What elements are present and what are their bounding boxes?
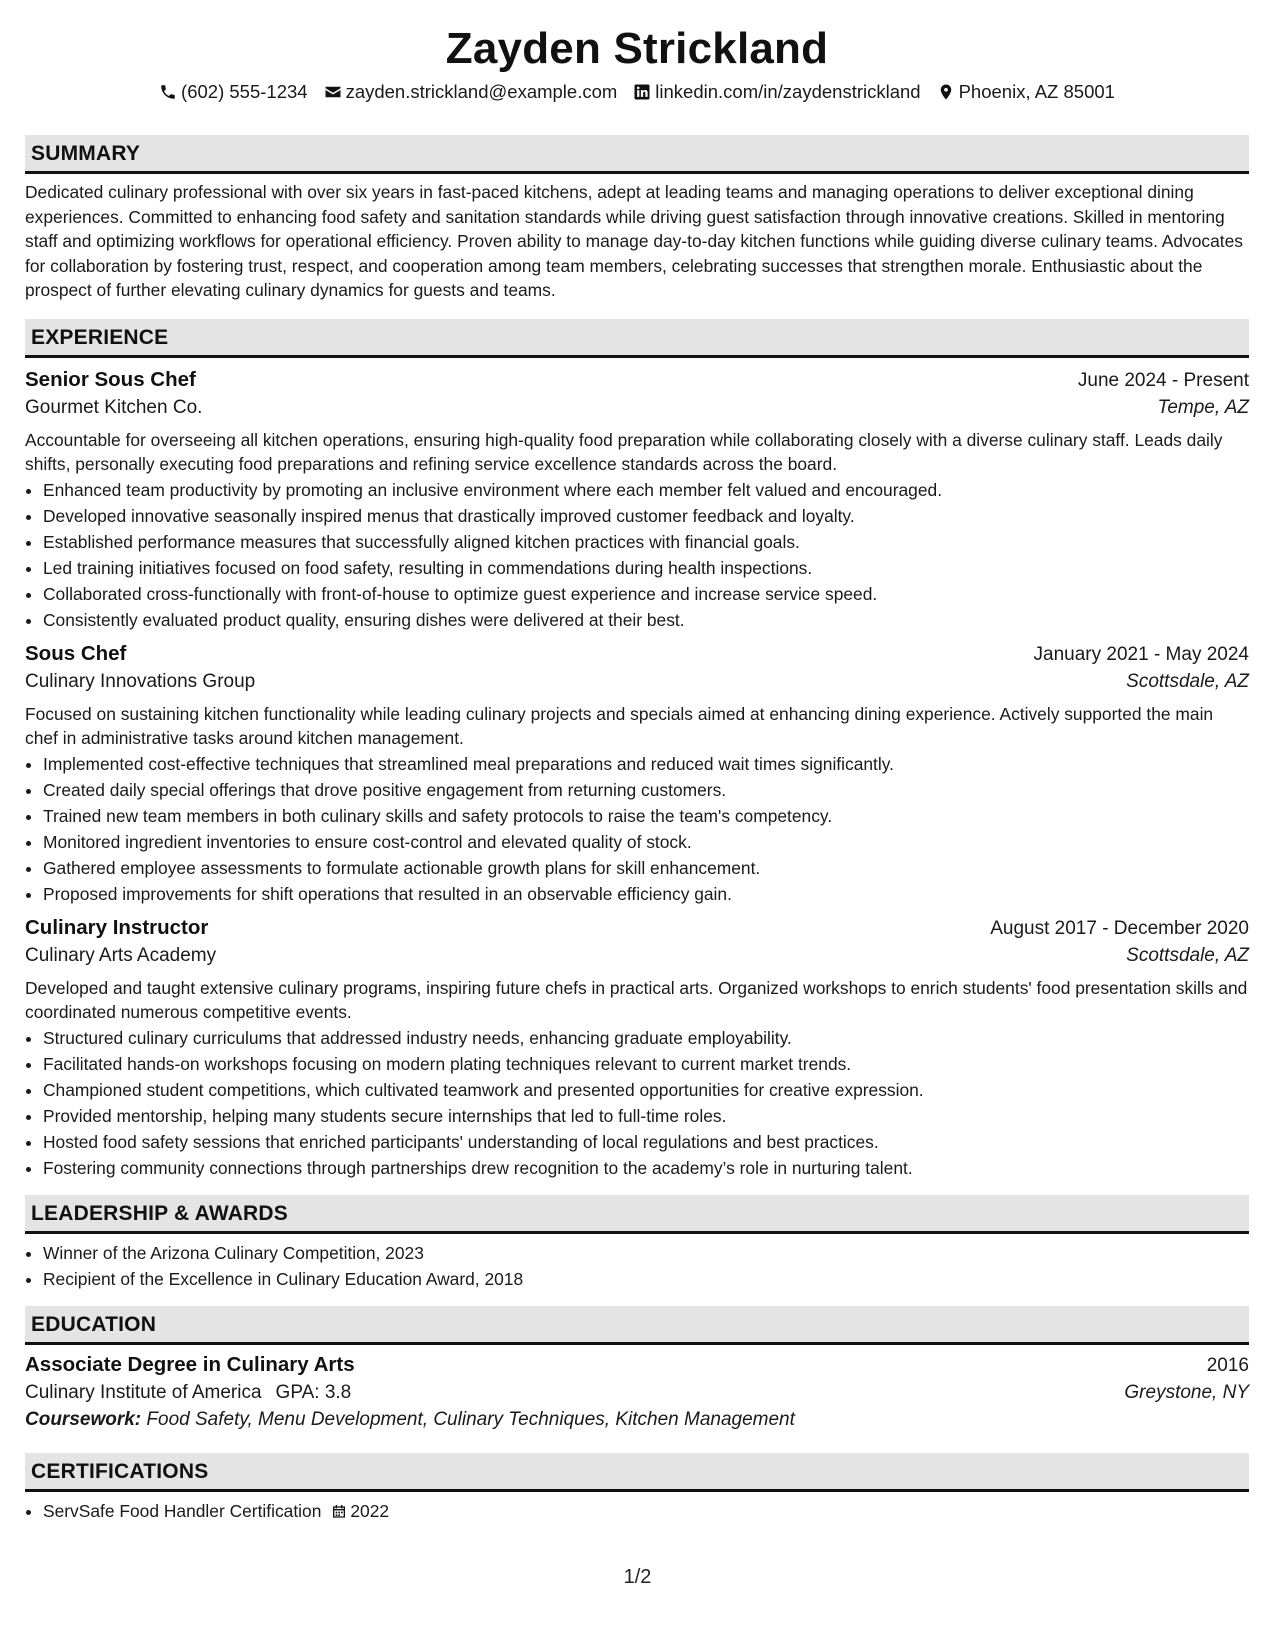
education-entry	[25, 1353, 1249, 1431]
awards-heading: LEADERSHIP & AWARDS	[25, 1195, 1249, 1234]
job-location: Tempe, AZ	[1157, 396, 1249, 418]
job-dates: January 2021 - May 2024	[1033, 643, 1249, 665]
page-number: 1/2	[623, 1566, 652, 1588]
calendar-icon	[331, 1503, 347, 1519]
job-title: Sous Chef	[25, 641, 127, 665]
list-item: • Provided mentorship, helping many students secure internships that led to full-time roles.	[43, 1103, 1249, 1129]
school-name: Culinary Institute of America	[25, 1381, 262, 1403]
certifications-heading: CERTIFICATIONS	[25, 1453, 1249, 1492]
job-company: Culinary Innovations Group	[25, 670, 256, 692]
certifications-list	[25, 1498, 1249, 1524]
job-bullets	[25, 477, 1249, 633]
job-description: Focused on sustaining kitchen functionality while leading culinary projects and specials aimed at enhancing dining experience. Actively supported the main chef in administrative tasks around kitchen management.	[25, 703, 1214, 748]
list-item: • Proposed improvements for shift operations that resulted in an observable efficiency gain.	[43, 881, 1249, 907]
list-item: • Fostering community connections through partnerships drew recognition to the academy’s role in nurturing talent.	[43, 1155, 1249, 1181]
gpa: GPA: 3.8	[275, 1381, 352, 1403]
list-item: • Created daily special offerings that drove positive engagement from returning customers.	[43, 777, 1249, 803]
list-item: • Trained new team members in both culinary skills and safety protocols to raise the team's competency.	[43, 803, 1249, 829]
degree-title: Associate Degree in Culinary Arts	[25, 1352, 355, 1376]
list-item: • Enhanced team productivity by promoting an inclusive environment where each member felt valued and encouraged.	[43, 477, 1249, 503]
resume-page	[25, 0, 1249, 1524]
graduation-year: 2016	[1206, 1354, 1249, 1376]
contact-bar	[25, 80, 1249, 104]
map-pin-icon	[937, 83, 955, 101]
list-item: • Gathered employee assessments to formulate actionable growth plans for skill enhancement.	[43, 855, 1249, 881]
list-item: • Recipient of the Excellence in Culinary Education Award, 2018	[43, 1266, 1249, 1292]
summary-heading: SUMMARY	[25, 135, 1249, 174]
job-description: Accountable for overseeing all kitchen operations, ensuring high-quality food preparation while collaborating closely with a diverse culinary staff. Leads daily shifts, personally executing food preparations and refining service excellence standards across the board.	[25, 429, 1223, 474]
coursework	[25, 1409, 1249, 1431]
list-item: • Championed student competitions, which cultivated teamwork and presented opportunities for creative expression.	[43, 1077, 1249, 1103]
education-heading: EDUCATION	[25, 1306, 1249, 1345]
certification-name: • ServSafe Food Handler Certification	[43, 1500, 322, 1521]
coursework-list: Food Safety, Menu Development, Culinary Techniques, Kitchen Management	[146, 1408, 795, 1430]
list-item: • Structured culinary curriculums that addressed industry needs, enhancing graduate employability.	[43, 1025, 1249, 1051]
list-item: • Led training initiatives focused on food safety, resulting in commendations during health inspections.	[43, 555, 1249, 581]
list-item	[43, 1498, 1249, 1524]
job-entry	[25, 916, 1249, 1181]
awards-list	[25, 1240, 1249, 1292]
school-location: Greystone, NY	[1124, 1381, 1249, 1403]
list-item: • Monitored ingredient inventories to ensure cost-control and elevated quality of stock.	[43, 829, 1249, 855]
linkedin-text[interactable]: linkedin.com/in/zaydenstrickland	[655, 81, 921, 102]
list-item: • Facilitated hands-on workshops focusing on modern plating techniques relevant to current market trends.	[43, 1051, 1249, 1077]
job-location: Scottsdale, AZ	[1126, 944, 1249, 966]
experience-heading: EXPERIENCE	[25, 319, 1249, 358]
job-bullets	[25, 1025, 1249, 1181]
job-location: Scottsdale, AZ	[1126, 670, 1249, 692]
location-text: Phoenix, AZ 85001	[958, 81, 1115, 102]
job-entry	[25, 642, 1249, 907]
summary-text: Dedicated culinary professional with over six years in fast-paced kitchens, adept at leading teams and managing operations to deliver exceptional dining experiences. Committed to enhancing food safety and sanitation standards while driving guest satisfaction through innovative creations. Skilled in mentoring staff and optimizing workflows for operational efficiency. Proven ability to manage day-to-day kitchen functions while guiding diverse culinary teams. Advocates for collaboration by fostering trust, respect, and cooperation among team members, celebrating successes that strengthen morale. Enthusiastic about the prospect of further elevating culinary dynamics for guests and teams.	[25, 182, 1243, 300]
phone-icon	[159, 83, 177, 101]
job-entry	[25, 368, 1249, 633]
job-title: Senior Sous Chef	[25, 367, 196, 391]
job-company: Culinary Arts Academy	[25, 944, 217, 966]
contact-location	[937, 80, 1115, 104]
certification-year: 2022	[350, 1500, 390, 1521]
job-description: Developed and taught extensive culinary programs, inspiring future chefs in practical arts. Organized workshops to enrich students' food presentation skills and coordinated numerous competitive events.	[25, 977, 1248, 1022]
candidate-name: Zayden Strickland	[445, 24, 829, 73]
list-item: • Developed innovative seasonally inspired menus that drastically improved customer feedback and loyalty.	[43, 503, 1249, 529]
contact-linkedin[interactable]	[633, 80, 920, 104]
list-item: • Consistently evaluated product quality, ensuring dishes were delivered at their best.	[43, 607, 1249, 633]
job-title: Culinary Instructor	[25, 915, 209, 939]
job-bullets	[25, 751, 1249, 907]
job-dates: August 2017 - December 2020	[990, 917, 1249, 939]
list-item: • Winner of the Arizona Culinary Competition, 2023	[43, 1240, 1249, 1266]
job-company: Gourmet Kitchen Co.	[25, 396, 203, 418]
list-item: • Collaborated cross-functionally with front-of-house to optimize guest experience and increase service speed.	[43, 581, 1249, 607]
phone-text: (602) 555-1234	[181, 81, 308, 102]
contact-phone	[159, 80, 308, 104]
list-item: • Hosted food safety sessions that enriched participants' understanding of local regulations and best practices.	[43, 1129, 1249, 1155]
job-dates: June 2024 - Present	[1077, 369, 1249, 391]
linkedin-icon	[633, 83, 651, 101]
list-item: • Established performance measures that successfully aligned kitchen practices with financial goals.	[43, 529, 1249, 555]
certification-date	[331, 1498, 389, 1524]
coursework-label: Coursework:	[25, 1408, 142, 1430]
email-text[interactable]: zayden.strickland@example.com	[345, 81, 618, 102]
list-item: • Implemented cost-effective techniques that streamlined meal preparations and reduced wait times significantly.	[43, 751, 1249, 777]
envelope-icon	[324, 83, 342, 101]
contact-email[interactable]	[324, 80, 618, 104]
